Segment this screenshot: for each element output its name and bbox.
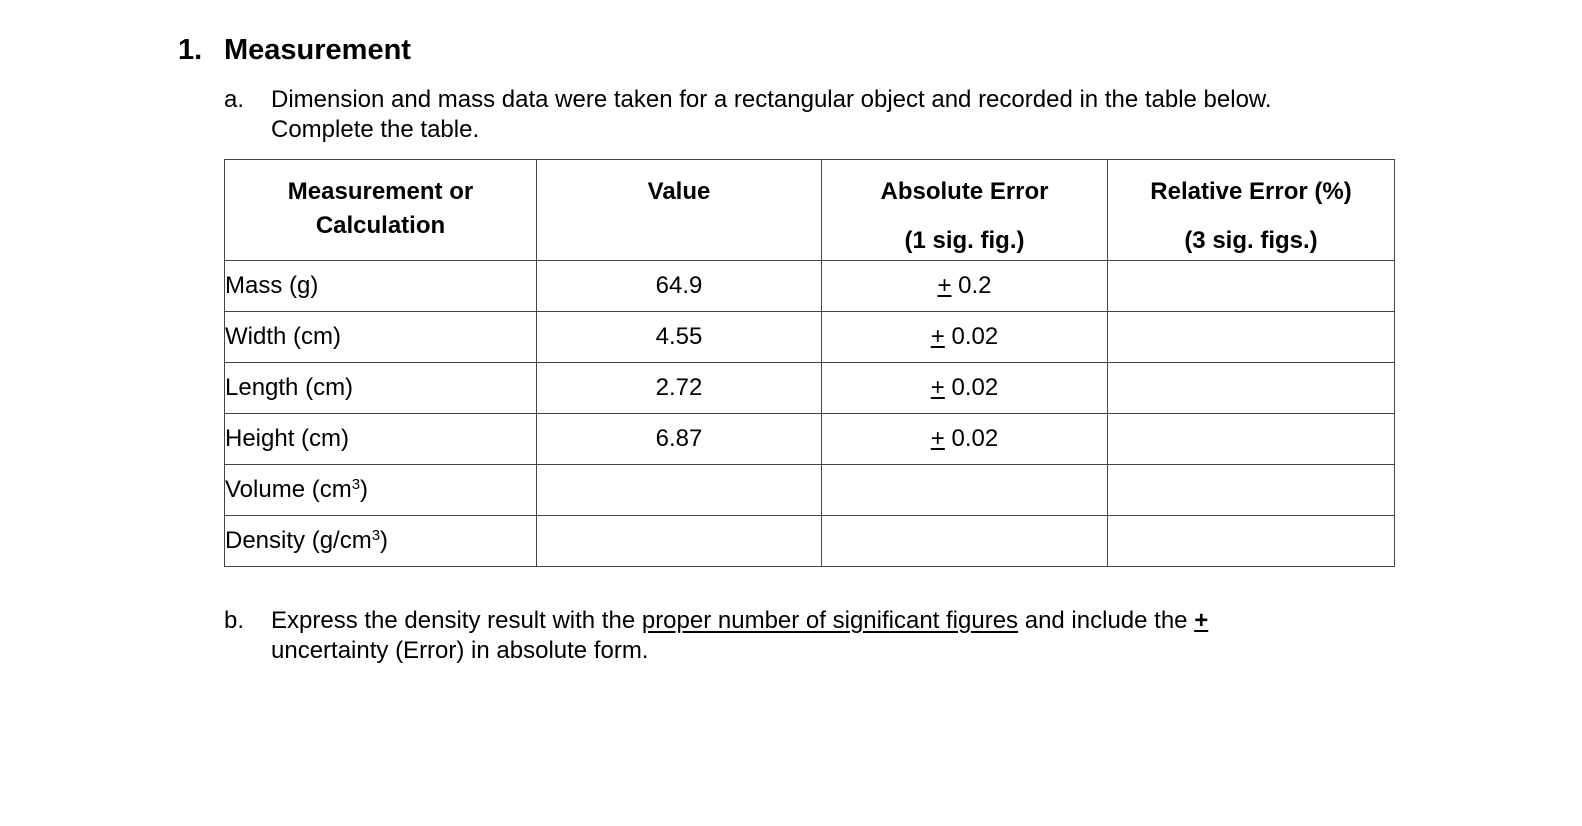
header-value: Value (537, 160, 822, 261)
row-abs-error-value: 0.02 (944, 323, 999, 350)
question-a-line2: Complete the table. (271, 116, 480, 143)
row-label: Density $(g/cm^3)$ (225, 516, 537, 567)
header-rel-line1: Relative Error (%) (1150, 178, 1352, 205)
row-rel-error-cell[interactable] (1108, 312, 1395, 363)
table-row (225, 261, 1395, 312)
row-rel-error-cell[interactable] (1108, 465, 1395, 516)
measurement-table (224, 159, 1395, 567)
row-value: 6.87 (537, 414, 822, 465)
table-row (225, 414, 1395, 465)
question-a-text (271, 85, 1272, 145)
header-measurement-line2: Calculation (315, 212, 446, 239)
row-value-cell[interactable] (537, 465, 822, 516)
plus-minus-symbol: + (930, 425, 945, 452)
header-relative-error (1108, 160, 1395, 261)
table-header-row (225, 160, 1395, 261)
row-abs-error (822, 363, 1108, 414)
header-rel-line2: (3 sig. figs.) (1184, 227, 1318, 254)
section-number: 1. (178, 34, 203, 66)
row-label: Volume $(cm^3)$ (225, 465, 537, 516)
row-abs-error (822, 312, 1108, 363)
row-value-cell[interactable] (537, 516, 822, 567)
significant-figures-underlined: proper number of significant figures (641, 607, 1019, 634)
row-value: 4.55 (537, 312, 822, 363)
row-abs-error-value: 0.02 (944, 374, 999, 401)
row-value: 2.72 (537, 363, 822, 414)
row-label: Height (cm) (225, 414, 537, 465)
section-heading (178, 32, 411, 68)
header-abs-line2: (1 sig. fig.) (904, 227, 1025, 254)
plus-minus-symbol: + (930, 374, 945, 401)
question-a-line1: Dimension and mass data were taken for a rectangular object and recorded in the table below. (271, 86, 1272, 113)
row-abs-error-cell[interactable] (822, 516, 1108, 567)
row-rel-error-cell[interactable] (1108, 261, 1395, 312)
row-abs-error-cell[interactable] (822, 465, 1108, 516)
table-row (225, 363, 1395, 414)
section-title: Measurement (224, 34, 411, 66)
header-absolute-error (822, 160, 1108, 261)
row-abs-error (822, 414, 1108, 465)
table-row (225, 312, 1395, 363)
row-label: Mass (g) (225, 261, 537, 312)
row-rel-error-cell[interactable] (1108, 414, 1395, 465)
row-label: Width (cm) (225, 312, 537, 363)
row-label: Length (cm) (225, 363, 537, 414)
header-measurement (225, 160, 537, 261)
row-rel-error-cell[interactable] (1108, 363, 1395, 414)
row-value: 64.9 (537, 261, 822, 312)
question-b-text (271, 606, 1208, 666)
row-abs-error-value: 0.02 (944, 425, 999, 452)
question-a-letter: a. (224, 86, 245, 113)
header-abs-line1: Absolute Error (880, 178, 1049, 205)
row-abs-error-value: 0.2 (951, 272, 992, 299)
plus-minus-symbol: + (930, 323, 945, 350)
row-rel-error-cell[interactable] (1108, 516, 1395, 567)
row-abs-error (822, 261, 1108, 312)
question-b-line1: Express the density result with the proper number of significant figures and include the + (271, 607, 1209, 634)
plus-minus-symbol: + (1194, 607, 1209, 634)
table-row (225, 516, 1395, 567)
header-measurement-line1: Measurement or (287, 178, 474, 205)
plus-minus-symbol: + (937, 272, 952, 299)
question-b-letter: b. (224, 607, 245, 634)
table-row (225, 465, 1395, 516)
question-b-line2: uncertainty (Error) in absolute form. (271, 637, 649, 664)
